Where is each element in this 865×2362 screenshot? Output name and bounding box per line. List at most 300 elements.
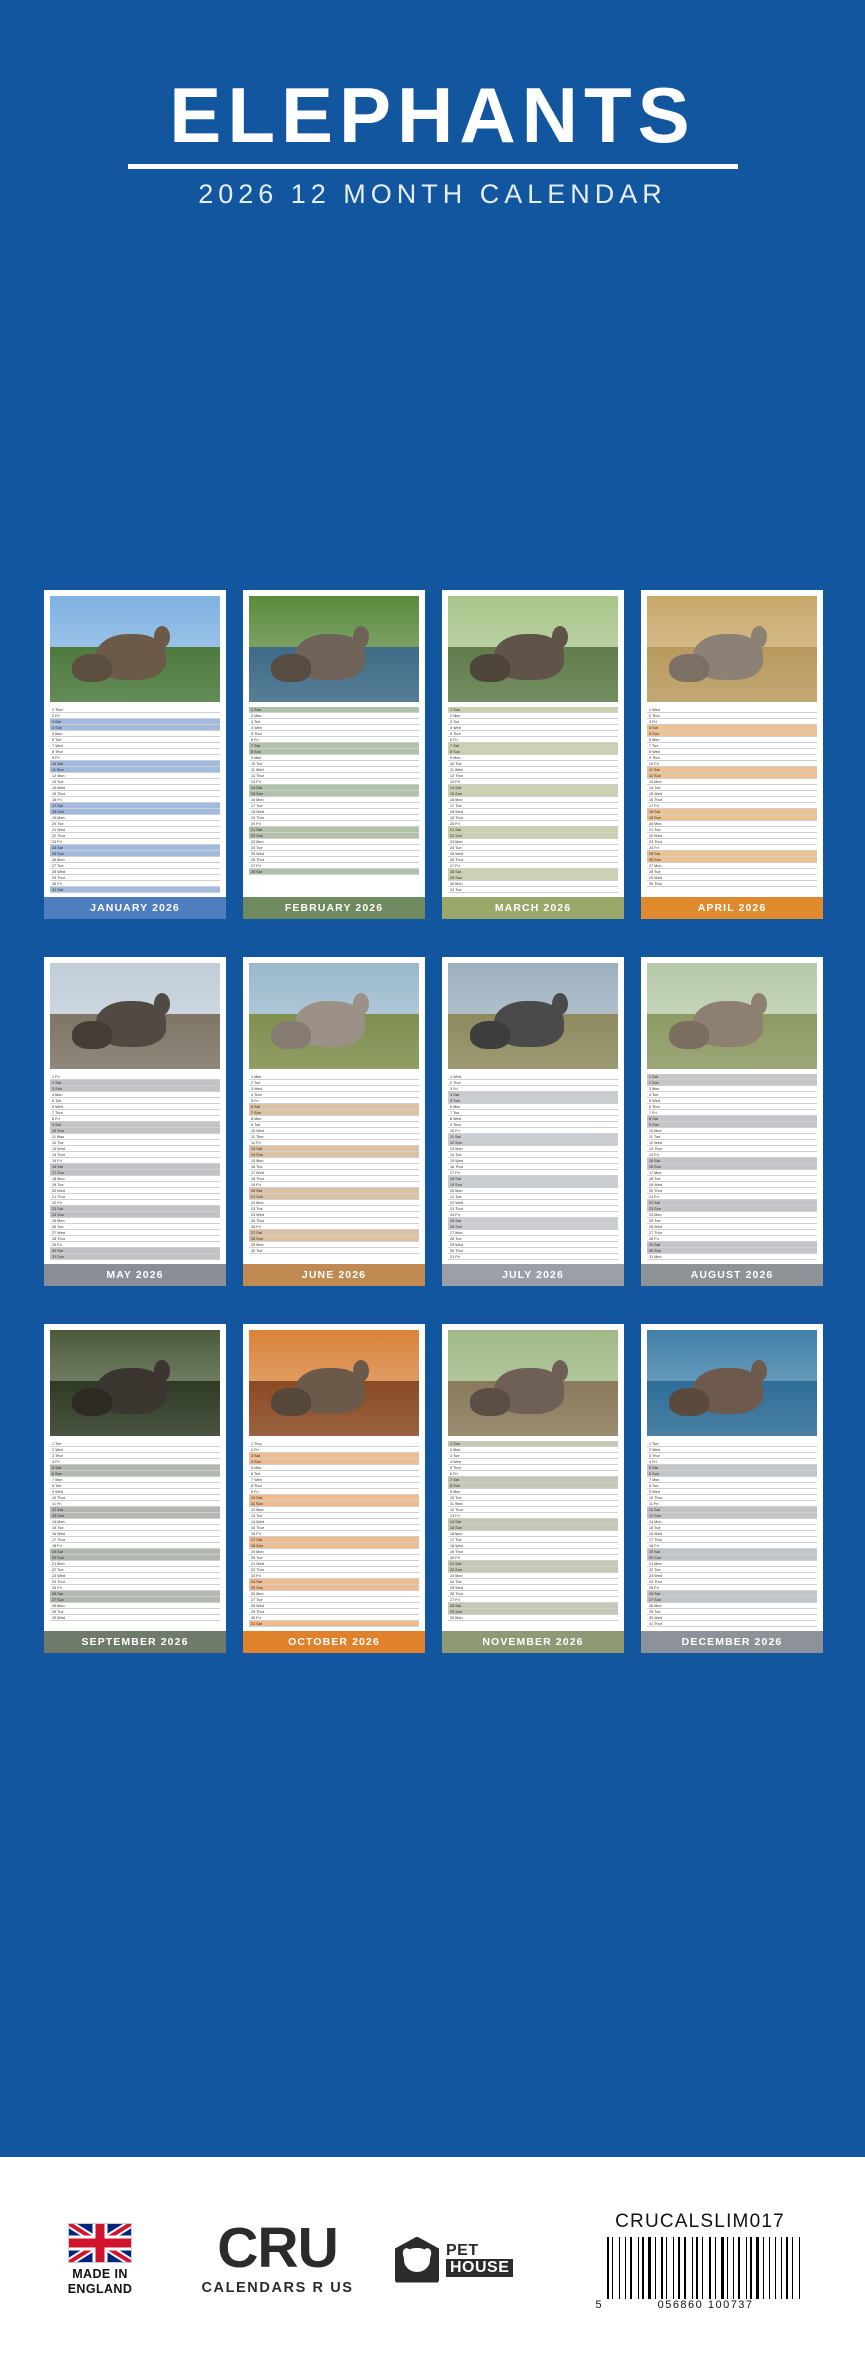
month-photo bbox=[249, 596, 419, 702]
day-row: 3 Mon bbox=[647, 1086, 817, 1092]
day-row: 26 Sun bbox=[448, 1224, 618, 1230]
day-row: 26 Wed bbox=[647, 1224, 817, 1230]
day-row: 21 Tue bbox=[647, 827, 817, 833]
day-row: 10 Tue bbox=[249, 761, 419, 767]
day-row: 27 Sat bbox=[249, 1230, 419, 1236]
month-label: JUNE 2026 bbox=[243, 1264, 425, 1286]
month-card bbox=[442, 957, 624, 1286]
day-row: 19 Tue bbox=[50, 1182, 220, 1188]
day-row: 25 Tue bbox=[647, 1218, 817, 1224]
day-row: 25 Sun bbox=[50, 851, 220, 857]
day-row: 9 Mon bbox=[448, 755, 618, 761]
day-row: 9 Wed bbox=[647, 1489, 817, 1495]
day-row: 16 Thur bbox=[448, 1164, 618, 1170]
day-row: 5 Sat bbox=[50, 1465, 220, 1471]
house-label: HOUSE bbox=[446, 2259, 513, 2277]
day-row: 11 Tue bbox=[647, 1134, 817, 1140]
day-row: 13 Fri bbox=[249, 779, 419, 785]
day-row: 11 Sun bbox=[50, 767, 220, 773]
calendar-header bbox=[0, 0, 865, 210]
day-row: 28 Wed bbox=[50, 869, 220, 875]
day-row: 19 Wed bbox=[647, 1182, 817, 1188]
day-row: 8 Wed bbox=[448, 1116, 618, 1122]
day-row: 8 Mon bbox=[249, 1116, 419, 1122]
day-row: 3 Tue bbox=[448, 719, 618, 725]
day-row: 24 Tue bbox=[249, 845, 419, 851]
month-photo bbox=[448, 596, 618, 702]
day-row: 16 Wed bbox=[647, 1531, 817, 1537]
day-row: 14 Sun bbox=[249, 1152, 419, 1158]
day-row: 23 Sat bbox=[50, 1206, 220, 1212]
day-row: 18 Mon bbox=[50, 1176, 220, 1182]
day-list bbox=[50, 1441, 220, 1627]
day-row: 27 Tue bbox=[50, 863, 220, 869]
day-row: 11 Wed bbox=[448, 1501, 618, 1507]
month-label: SEPTEMBER 2026 bbox=[44, 1631, 226, 1653]
day-list bbox=[50, 707, 220, 893]
day-row: 13 Sun bbox=[50, 1513, 220, 1519]
day-row: 16 Sat bbox=[50, 1164, 220, 1170]
day-row: 13 Thur bbox=[647, 1146, 817, 1152]
day-list bbox=[647, 707, 817, 893]
sku-code: CRUCALSLIM017 bbox=[615, 2210, 785, 2232]
day-list bbox=[448, 1441, 618, 1627]
day-row: 30 Wed bbox=[647, 1615, 817, 1621]
day-row: 28 Mon bbox=[647, 1603, 817, 1609]
day-row: 20 Tue bbox=[249, 1555, 419, 1561]
day-row: 12 Thur bbox=[448, 1507, 618, 1513]
day-row: 13 Fri bbox=[448, 779, 618, 785]
day-row: 15 Sun bbox=[448, 791, 618, 797]
day-row: 20 Fri bbox=[249, 821, 419, 827]
cru-logo bbox=[190, 2216, 365, 2296]
day-row: 19 Sun bbox=[647, 815, 817, 821]
day-row: 10 Tue bbox=[448, 1495, 618, 1501]
day-row: 16 Wed bbox=[50, 1531, 220, 1537]
day-row: 30 Mon bbox=[448, 881, 618, 887]
day-row: 27 Sun bbox=[50, 1597, 220, 1603]
day-row: 8 Thur bbox=[249, 1483, 419, 1489]
day-row: 30 Sat bbox=[50, 1248, 220, 1254]
day-row: 12 Wed bbox=[647, 1140, 817, 1146]
day-row: 4 Wed bbox=[448, 1459, 618, 1465]
day-row: 14 Tue bbox=[448, 1152, 618, 1158]
day-row: 30 Fri bbox=[249, 1615, 419, 1621]
day-row: 24 Sat bbox=[50, 845, 220, 851]
day-row: 3 Sun bbox=[50, 1086, 220, 1092]
day-row: 17 Tue bbox=[448, 803, 618, 809]
month-card bbox=[442, 590, 624, 919]
month-card bbox=[442, 1324, 624, 1653]
day-row: 29 Sat bbox=[647, 1242, 817, 1248]
day-row: 2 Mon bbox=[448, 713, 618, 719]
day-row: 12 Fri bbox=[249, 1140, 419, 1146]
day-row: 12 Tue bbox=[50, 1140, 220, 1146]
day-row: 20 Fri bbox=[448, 1555, 618, 1561]
month-row bbox=[44, 590, 821, 919]
day-row: 3 Sat bbox=[50, 719, 220, 725]
barcode-lead-digit: 5 bbox=[595, 2298, 602, 2311]
made-in-line1: MADE IN bbox=[72, 2267, 128, 2282]
day-row: 13 Sun bbox=[647, 1513, 817, 1519]
day-row: 22 Sun bbox=[249, 833, 419, 839]
day-row: 29 Tue bbox=[647, 1609, 817, 1615]
day-row: 2 Wed bbox=[647, 1447, 817, 1453]
day-row: 16 Mon bbox=[249, 797, 419, 803]
day-row: 11 Thur bbox=[249, 1134, 419, 1140]
month-photo bbox=[647, 963, 817, 1069]
day-row: 7 Sat bbox=[448, 1477, 618, 1483]
month-photo bbox=[50, 963, 220, 1069]
day-row: 18 Sun bbox=[249, 1543, 419, 1549]
day-row: 11 Sat bbox=[448, 1134, 618, 1140]
day-row: 12 Sat bbox=[647, 1507, 817, 1513]
day-row: 15 Sun bbox=[448, 1525, 618, 1531]
day-row: 19 Thur bbox=[448, 815, 618, 821]
day-row: 9 Thur bbox=[647, 755, 817, 761]
barcode-image bbox=[607, 2237, 805, 2299]
day-row: 30 Tue bbox=[249, 1248, 419, 1254]
day-row: 31 Mon bbox=[647, 1254, 817, 1260]
day-row: 18 Sun bbox=[50, 809, 220, 815]
sku-barcode-block bbox=[575, 2211, 825, 2309]
day-row: 26 Thur bbox=[249, 857, 419, 863]
day-row: 3 Fri bbox=[647, 719, 817, 725]
day-row: 13 Sat bbox=[249, 1146, 419, 1152]
day-row: 9 Mon bbox=[448, 1489, 618, 1495]
day-row: 18 Wed bbox=[448, 1543, 618, 1549]
day-row: 22 Tue bbox=[50, 1567, 220, 1573]
day-row: 22 Tue bbox=[647, 1567, 817, 1573]
day-row: 4 Wed bbox=[448, 725, 618, 731]
day-row: 10 Sat bbox=[50, 761, 220, 767]
day-row: 1 Tue bbox=[647, 1441, 817, 1447]
month-label: OCTOBER 2026 bbox=[243, 1631, 425, 1653]
day-row: 30 Wed bbox=[50, 1615, 220, 1621]
month-label: MAY 2026 bbox=[44, 1264, 226, 1286]
month-photo bbox=[448, 963, 618, 1069]
day-row: 30 Sun bbox=[647, 1248, 817, 1254]
day-row: 6 Tue bbox=[249, 1471, 419, 1477]
day-row: 29 Wed bbox=[647, 875, 817, 881]
day-row: 10 Sun bbox=[50, 1128, 220, 1134]
day-row: 30 Mon bbox=[448, 1615, 618, 1621]
day-row: 8 Wed bbox=[647, 749, 817, 755]
day-row: 16 Thur bbox=[647, 797, 817, 803]
month-card bbox=[243, 1324, 425, 1653]
day-row: 20 Tue bbox=[50, 821, 220, 827]
footer-bar bbox=[0, 2157, 865, 2362]
day-row: 23 Mon bbox=[448, 839, 618, 845]
day-list bbox=[249, 1441, 419, 1627]
day-row: 12 Mon bbox=[249, 1507, 419, 1513]
day-row: 2 Fri bbox=[50, 713, 220, 719]
day-row: 27 Thur bbox=[647, 1230, 817, 1236]
month-card bbox=[641, 957, 823, 1286]
day-row: 9 Fri bbox=[249, 1489, 419, 1495]
day-row: 1 Sun bbox=[448, 707, 618, 713]
day-row: 15 Tue bbox=[50, 1525, 220, 1531]
day-row: 20 Mon bbox=[448, 1188, 618, 1194]
day-row: 3 Fri bbox=[448, 1086, 618, 1092]
page-subtitle: 2026 12 MONTH CALENDAR bbox=[198, 179, 667, 210]
day-row: 28 Sat bbox=[448, 1603, 618, 1609]
day-row: 7 Fri bbox=[647, 1110, 817, 1116]
day-row: 3 Tue bbox=[448, 1453, 618, 1459]
day-row: 25 Fri bbox=[50, 1585, 220, 1591]
day-row: 4 Tue bbox=[647, 1092, 817, 1098]
day-row: 15 Wed bbox=[448, 1158, 618, 1164]
day-row: 29 Sun bbox=[448, 1609, 618, 1615]
day-row: 25 Mon bbox=[50, 1218, 220, 1224]
day-row: 5 Mon bbox=[50, 731, 220, 737]
day-row: 21 Mon bbox=[647, 1561, 817, 1567]
day-row: 30 Thur bbox=[647, 881, 817, 887]
day-row: 1 Sun bbox=[249, 707, 419, 713]
day-row: 18 Thur bbox=[249, 1176, 419, 1182]
day-row: 19 Thur bbox=[249, 815, 419, 821]
day-row: 22 Mon bbox=[249, 1200, 419, 1206]
day-row: 19 Fri bbox=[249, 1182, 419, 1188]
day-row: 18 Wed bbox=[249, 809, 419, 815]
day-row: 18 Tue bbox=[647, 1176, 817, 1182]
day-row: 2 Sun bbox=[647, 1080, 817, 1086]
day-row: 24 Mon bbox=[647, 1212, 817, 1218]
day-row: 31 Thur bbox=[647, 1621, 817, 1627]
day-row: 17 Fri bbox=[448, 1170, 618, 1176]
day-row: 12 Thur bbox=[249, 773, 419, 779]
day-row: 6 Fri bbox=[448, 1471, 618, 1477]
day-row: 15 Wed bbox=[647, 791, 817, 797]
day-row: 1 Sat bbox=[647, 1074, 817, 1080]
month-photo bbox=[249, 963, 419, 1069]
day-row: 20 Sat bbox=[249, 1188, 419, 1194]
day-row: 29 Wed bbox=[448, 1242, 618, 1248]
month-label: DECEMBER 2026 bbox=[641, 1631, 823, 1653]
day-row: 21 Sun bbox=[249, 1194, 419, 1200]
day-row: 29 Thur bbox=[50, 875, 220, 881]
day-row: 7 Mon bbox=[647, 1477, 817, 1483]
day-row: 24 Wed bbox=[249, 1212, 419, 1218]
day-row: 9 Tue bbox=[249, 1122, 419, 1128]
day-row: 7 Tue bbox=[448, 1110, 618, 1116]
day-row: 9 Sat bbox=[50, 1122, 220, 1128]
day-row: 14 Wed bbox=[249, 1519, 419, 1525]
day-row: 22 Sat bbox=[647, 1200, 817, 1206]
day-row: 3 Sat bbox=[249, 1453, 419, 1459]
day-row: 24 Sat bbox=[249, 1579, 419, 1585]
day-row: 18 Fri bbox=[647, 1543, 817, 1549]
day-row: 10 Fri bbox=[448, 1128, 618, 1134]
day-row: 15 Mon bbox=[249, 1158, 419, 1164]
day-row: 6 Sat bbox=[249, 1104, 419, 1110]
day-row: 1 Sun bbox=[448, 1441, 618, 1447]
day-row: 17 Tue bbox=[249, 803, 419, 809]
day-row: 18 Sat bbox=[647, 809, 817, 815]
day-row: 23 Thur bbox=[647, 839, 817, 845]
day-row: 8 Sun bbox=[448, 1483, 618, 1489]
day-row: 19 Sat bbox=[50, 1549, 220, 1555]
day-list bbox=[50, 1074, 220, 1260]
day-row: 14 Thur bbox=[50, 1152, 220, 1158]
day-row: 4 Fri bbox=[50, 1459, 220, 1465]
day-row: 4 Fri bbox=[647, 1459, 817, 1465]
day-row: 26 Tue bbox=[50, 1224, 220, 1230]
day-row: 26 Sat bbox=[647, 1591, 817, 1597]
day-row: 5 Thur bbox=[448, 1465, 618, 1471]
day-row: 16 Fri bbox=[50, 797, 220, 803]
day-row: 1 Fri bbox=[50, 1074, 220, 1080]
day-row: 8 Fri bbox=[50, 1116, 220, 1122]
day-row: 12 Sun bbox=[647, 773, 817, 779]
day-row: 8 Thur bbox=[50, 749, 220, 755]
day-row: 29 Fri bbox=[50, 1242, 220, 1248]
day-row: 6 Mon bbox=[647, 737, 817, 743]
day-row: 10 Thur bbox=[647, 1495, 817, 1501]
day-row: 4 Sun bbox=[50, 725, 220, 731]
day-row: 31 Fri bbox=[448, 1254, 618, 1260]
day-row: 24 Tue bbox=[448, 1579, 618, 1585]
day-row: 2 Fri bbox=[249, 1447, 419, 1453]
day-row: 19 Thur bbox=[448, 1549, 618, 1555]
day-row: 25 Sat bbox=[647, 851, 817, 857]
day-row: 27 Tue bbox=[249, 1597, 419, 1603]
day-row: 12 Mon bbox=[50, 773, 220, 779]
day-row: 21 Sat bbox=[448, 827, 618, 833]
day-row: 10 Mon bbox=[647, 1128, 817, 1134]
month-photo bbox=[50, 596, 220, 702]
day-row: 26 Sat bbox=[50, 1591, 220, 1597]
pet-house-logo bbox=[395, 2237, 545, 2283]
day-row: 17 Fri bbox=[647, 803, 817, 809]
month-label: MARCH 2026 bbox=[442, 897, 624, 919]
day-row: 27 Fri bbox=[249, 863, 419, 869]
day-row: 15 Fri bbox=[50, 1158, 220, 1164]
day-row: 20 Thur bbox=[647, 1188, 817, 1194]
day-row: 25 Wed bbox=[448, 851, 618, 857]
day-row: 21 Wed bbox=[249, 1561, 419, 1567]
month-label: APRIL 2026 bbox=[641, 897, 823, 919]
month-card bbox=[641, 590, 823, 919]
day-row: 19 Mon bbox=[249, 1549, 419, 1555]
day-row: 27 Mon bbox=[448, 1230, 618, 1236]
day-row: 20 Fri bbox=[448, 821, 618, 827]
day-row: 24 Tue bbox=[448, 845, 618, 851]
month-card bbox=[243, 957, 425, 1286]
day-row: 7 Wed bbox=[50, 743, 220, 749]
day-row: 18 Sat bbox=[448, 1176, 618, 1182]
day-row: 2 Sat bbox=[50, 1080, 220, 1086]
day-row: 24 Fri bbox=[448, 1212, 618, 1218]
day-row: 12 Sat bbox=[50, 1507, 220, 1513]
day-row: 10 Thur bbox=[50, 1495, 220, 1501]
month-label: NOVEMBER 2026 bbox=[442, 1631, 624, 1653]
day-row: 24 Fri bbox=[647, 845, 817, 851]
day-row: 15 Tue bbox=[647, 1525, 817, 1531]
day-row: 31 Sat bbox=[50, 887, 220, 893]
day-row: 26 Thur bbox=[448, 1591, 618, 1597]
day-row: 17 Sun bbox=[50, 1170, 220, 1176]
day-row: 25 Fri bbox=[647, 1585, 817, 1591]
day-row: 20 Sun bbox=[50, 1555, 220, 1561]
day-row: 19 Sat bbox=[647, 1549, 817, 1555]
day-row: 28 Tue bbox=[448, 1236, 618, 1242]
day-row: 5 Thur bbox=[249, 731, 419, 737]
day-row: 11 Mon bbox=[50, 1134, 220, 1140]
day-list bbox=[647, 1074, 817, 1260]
day-row: 18 Wed bbox=[448, 809, 618, 815]
day-row: 6 Fri bbox=[448, 737, 618, 743]
day-row: 23 Mon bbox=[448, 1573, 618, 1579]
month-card bbox=[641, 1324, 823, 1653]
day-row: 1 Wed bbox=[647, 707, 817, 713]
day-row: 4 Thur bbox=[249, 1092, 419, 1098]
month-card bbox=[243, 590, 425, 919]
day-row: 25 Sun bbox=[249, 1585, 419, 1591]
day-row: 28 Sun bbox=[249, 1236, 419, 1242]
day-row: 14 Sat bbox=[249, 785, 419, 791]
day-row: 20 Wed bbox=[50, 1188, 220, 1194]
day-row: 22 Thur bbox=[249, 1567, 419, 1573]
day-row: 15 Thur bbox=[50, 791, 220, 797]
day-row: 14 Mon bbox=[50, 1519, 220, 1525]
day-row: 14 Tue bbox=[647, 785, 817, 791]
day-row: 29 Tue bbox=[50, 1609, 220, 1615]
made-in-line2: ENGLAND bbox=[67, 2281, 133, 2296]
day-row: 5 Tue bbox=[50, 1098, 220, 1104]
day-row: 31 Tue bbox=[448, 887, 618, 893]
day-row: 10 Fri bbox=[647, 761, 817, 767]
day-row: 28 Sat bbox=[448, 869, 618, 875]
day-row: 6 Sun bbox=[647, 1471, 817, 1477]
day-row: 31 Sat bbox=[249, 1621, 419, 1627]
day-row: 17 Tue bbox=[448, 1537, 618, 1543]
day-row: 23 Wed bbox=[647, 1573, 817, 1579]
day-row: 6 Fri bbox=[249, 737, 419, 743]
day-row: 9 Thur bbox=[448, 1122, 618, 1128]
day-row: 11 Sun bbox=[249, 1501, 419, 1507]
dog-head-icon bbox=[395, 2237, 439, 2283]
day-row: 28 Thur bbox=[50, 1236, 220, 1242]
day-row: 14 Sat bbox=[448, 1519, 618, 1525]
day-row: 14 Wed bbox=[50, 785, 220, 791]
barcode-number: 056860 100737 bbox=[657, 2298, 754, 2311]
day-row: 5 Sun bbox=[448, 1098, 618, 1104]
day-row: 25 Sat bbox=[448, 1218, 618, 1224]
day-row: 25 Wed bbox=[448, 1585, 618, 1591]
day-row: 24 Sun bbox=[50, 1212, 220, 1218]
day-row: 23 Mon bbox=[249, 839, 419, 845]
day-row: 16 Tue bbox=[249, 1164, 419, 1170]
day-row: 30 Fri bbox=[50, 881, 220, 887]
day-row: 9 Sun bbox=[647, 1122, 817, 1128]
day-row: 24 Thur bbox=[50, 1579, 220, 1585]
day-row: 10 Sat bbox=[249, 1495, 419, 1501]
month-label: JANUARY 2026 bbox=[44, 897, 226, 919]
day-row: 23 Wed bbox=[50, 1573, 220, 1579]
union-jack-flag-icon bbox=[68, 2223, 132, 2263]
month-label: FEBRUARY 2026 bbox=[243, 897, 425, 919]
day-row: 5 Thur bbox=[448, 731, 618, 737]
day-row: 27 Fri bbox=[448, 1597, 618, 1603]
day-row: 22 Wed bbox=[647, 833, 817, 839]
day-row: 22 Wed bbox=[448, 1200, 618, 1206]
day-row: 11 Fri bbox=[50, 1501, 220, 1507]
day-row: 26 Mon bbox=[249, 1591, 419, 1597]
day-row: 6 Sun bbox=[50, 1471, 220, 1477]
day-row: 28 Wed bbox=[249, 1603, 419, 1609]
month-row bbox=[44, 957, 821, 1286]
